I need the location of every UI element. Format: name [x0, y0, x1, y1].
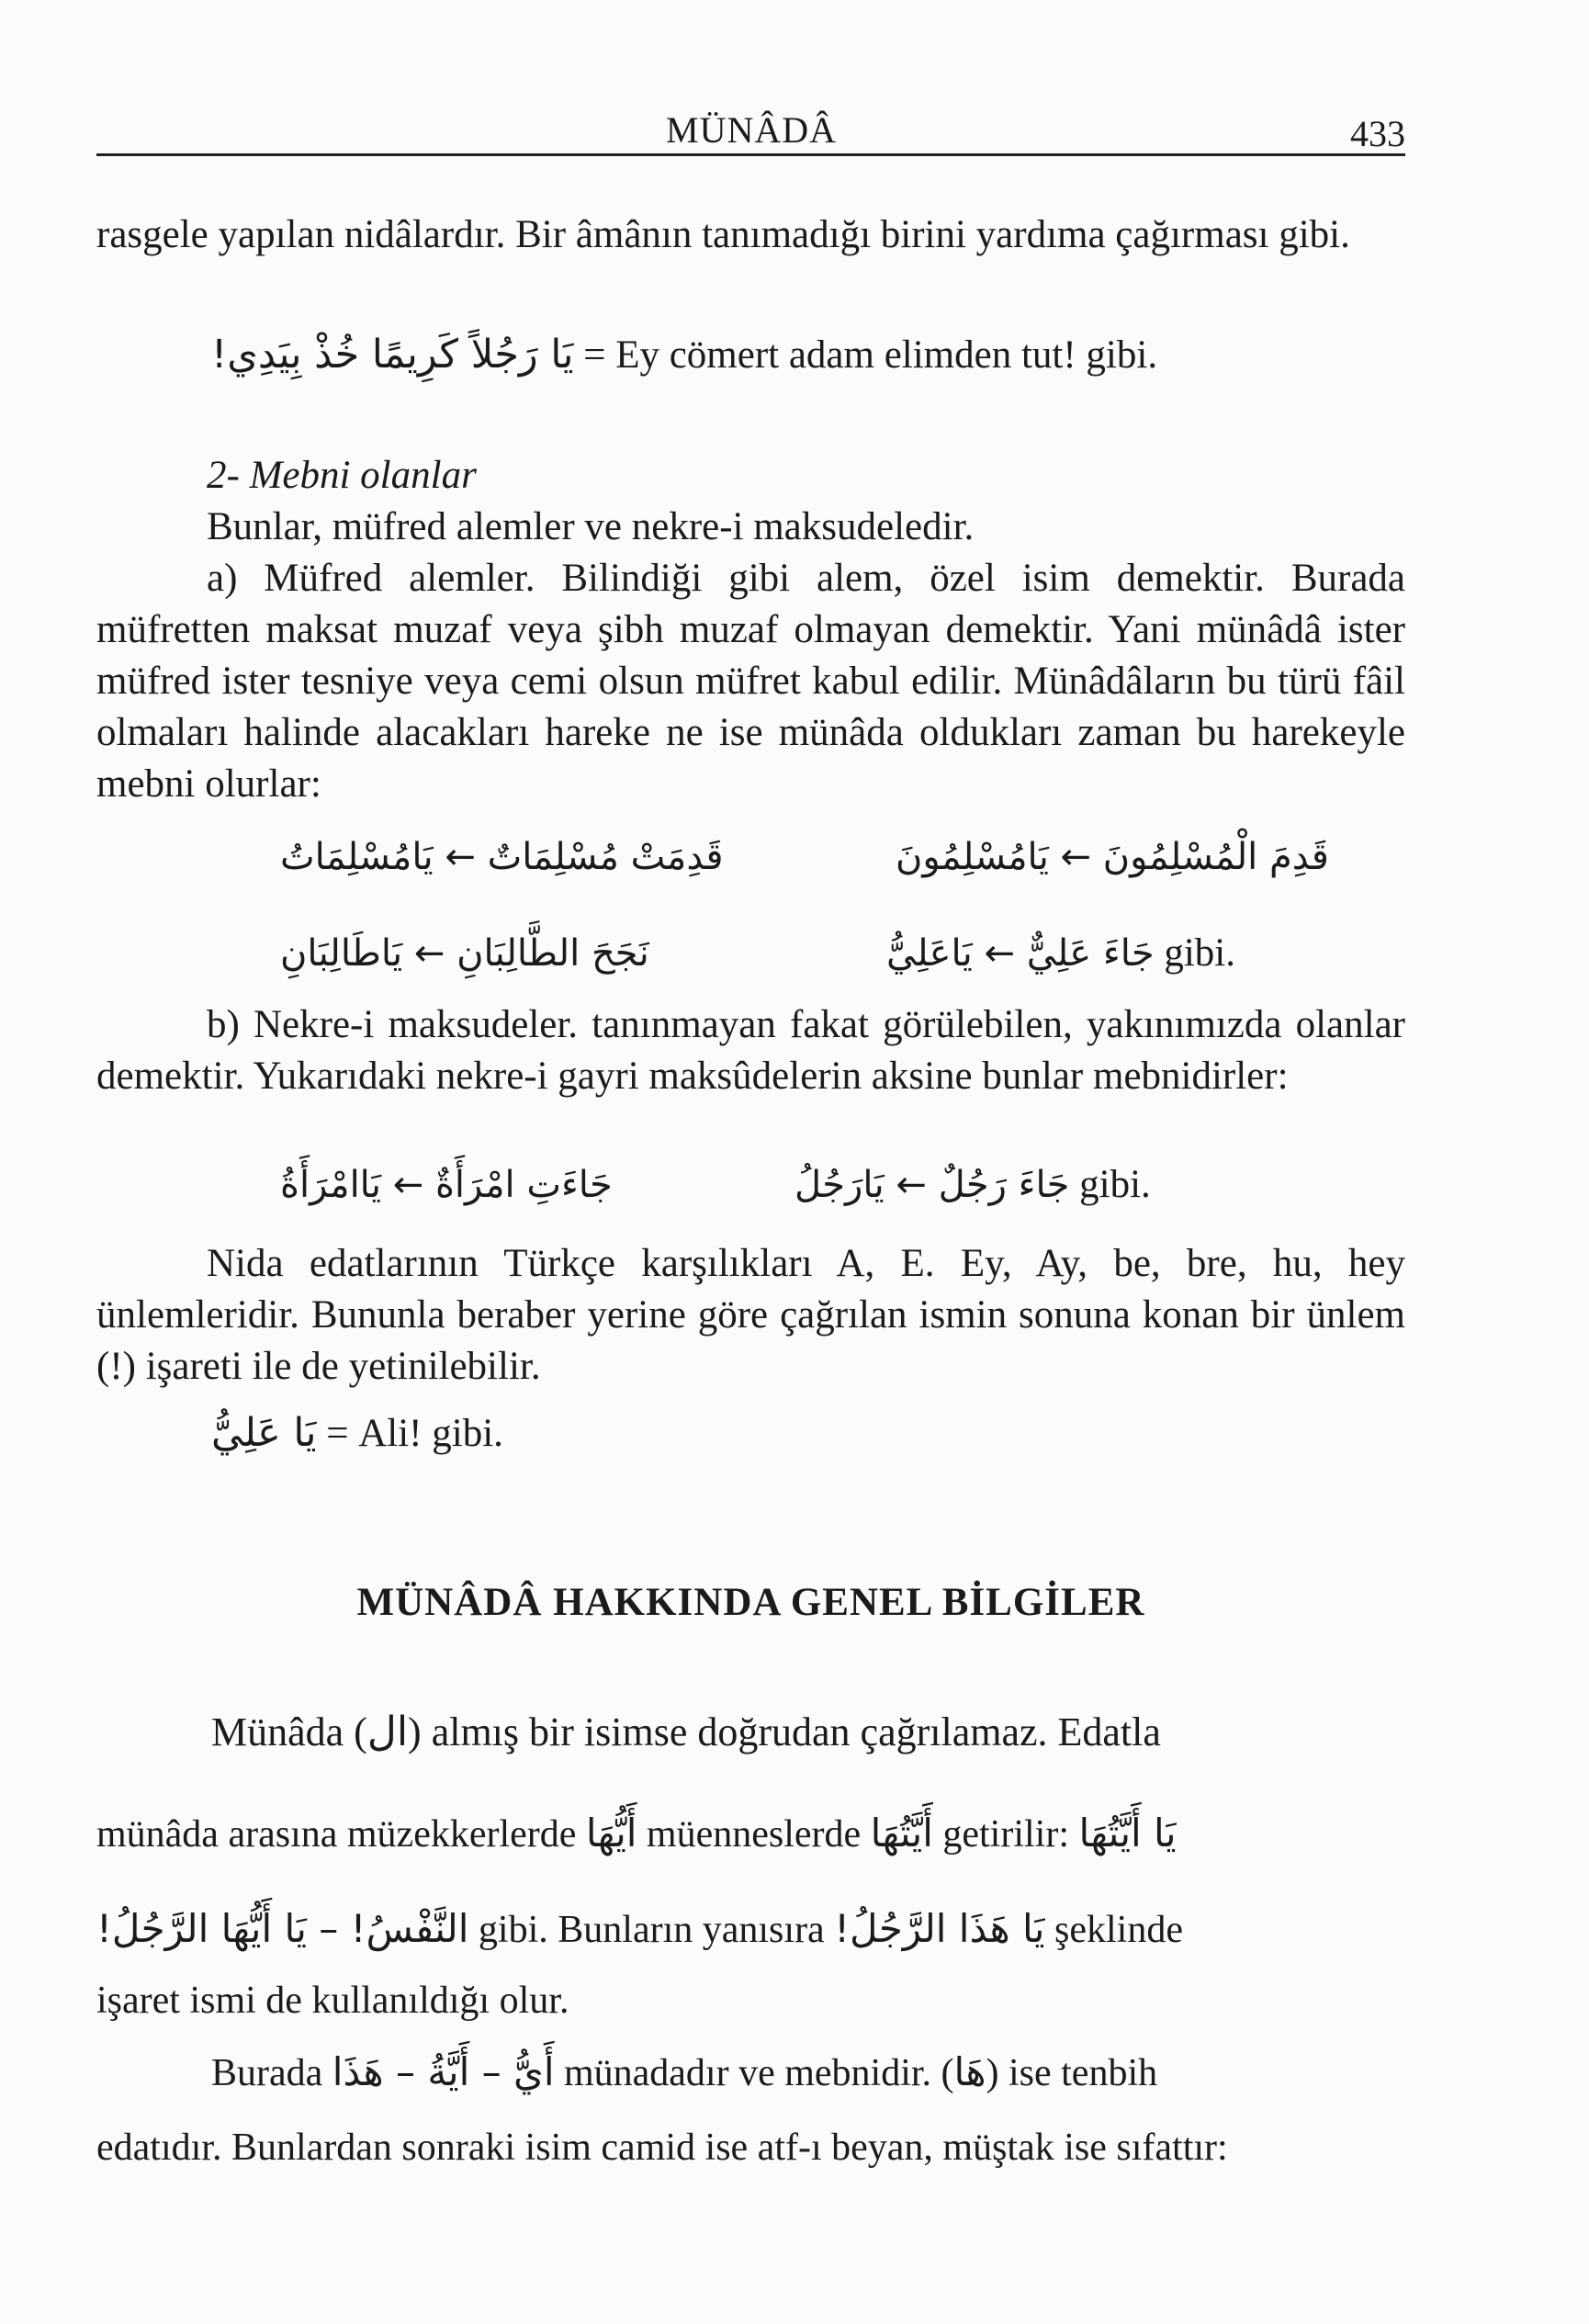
- section-line-5-b: münadadır ve mebnidir. (: [563, 2052, 954, 2094]
- example-1-arabic: يَا رَجُلاً كَرِيمًا خُذْ بِيَدِي!: [211, 332, 574, 378]
- header-rule: [96, 153, 1405, 156]
- section-line-2-ar3: يَا أَيَّتُهَا: [1078, 1811, 1177, 1856]
- section-line-2-ar2: أَيَّتُهَا: [870, 1811, 933, 1856]
- example-3-left: نَجَحَ الطَّالِبَانِ ← يَاطَالِبَانِ: [280, 932, 649, 975]
- section-line-1-b: ) almış bir isimse doğrudan çağrılamaz. Edatla: [408, 1709, 1161, 1754]
- paragraph-2: Bunlar, müfred alemler ve nekre-i maksudeledir.: [207, 505, 975, 548]
- section-line-3-c: şeklinde: [1054, 1909, 1183, 1951]
- example-3-right-arabic: جَاءَ عَلِيٌّ ← يَاعَلِيُّ: [886, 932, 1155, 975]
- section-line-5-c: ) ise tenbih: [986, 2052, 1158, 2094]
- section-line-2: [96, 1808, 1177, 1860]
- section-line-4: işaret ismi de kullanıldığı olur.: [96, 1980, 569, 2022]
- page-number: 433: [1350, 113, 1405, 154]
- section-paragraph-6: edatıdır. Bunlardan sonraki isim camid ise atf-ı beyan, müştak ise sıfattır:: [96, 2127, 1228, 2169]
- example-1-translation: = Ey cömert adam elimden tut! gibi.: [583, 333, 1158, 377]
- example-4-left: جَاءَتِ امْرَأَةٌ ← يَاامْرَأَةُ: [280, 1164, 613, 1206]
- example-1: [211, 329, 1157, 381]
- section-line-1: [211, 1707, 1161, 1758]
- section-line-3: [96, 1903, 1183, 1956]
- example-2-left: قَدِمَتْ مُسْلِمَاتٌ ← يَامُسْلِمَاتُ: [280, 836, 724, 878]
- section-line-3-b: gibi. Bunların yanısıra: [478, 1909, 825, 1951]
- section-line-5-ar: أَيُّ – أَيَّةُ – هَذَا: [332, 2049, 555, 2094]
- section-line-3-ar1: النَّفْسُ! – يَا أَيُّهَا الرَّجُلُ!: [96, 1906, 469, 1951]
- section-line-2-c: getirilir:: [942, 1813, 1070, 1856]
- section-line-1-a: Münâda (: [211, 1709, 367, 1754]
- example-5-translation: = Ali! gibi.: [326, 1412, 503, 1455]
- section-line-5-a: Burada: [211, 2052, 323, 2094]
- section-line-2-a: münâda arasına müzekkerlerde: [96, 1813, 577, 1856]
- section-heading: MÜNÂDÂ HAKKINDA GENEL BİLGİLER: [356, 1581, 1145, 1624]
- example-5: [211, 1407, 503, 1460]
- section-line-2-ar1: أَيُّهَا: [585, 1811, 637, 1856]
- example-4-right-arabic: جَاءَ رَجُلٌ ← يَارَجُلُ: [794, 1164, 1070, 1206]
- example-3-right: [886, 928, 1235, 979]
- subheading-mebni: 2- Mebni olanlar: [207, 454, 477, 497]
- section-line-2-b: müenneslerde: [646, 1813, 862, 1856]
- paragraph-4: b) Nekre-i maksudeler. tanınmayan fakat görülebilen, yakınımızda olanlar demektir. Yukarıdaki nekre-i gayri maksûdelerin aksine bunlar mebnidirler:: [96, 1003, 1405, 1098]
- example-4-right: [794, 1159, 1151, 1211]
- section-line-5-ha: هَا: [953, 2049, 986, 2094]
- paragraph-5: Nida edatlarının Türkçe karşılıkları A, E. Ey, Ay, be, bre, hu, hey ünlemleridir. Bununla beraber yerine göre çağrılan ismin sonuna konan bir ünlem (!) işareti ile de yetinilebilir.: [96, 1242, 1405, 1388]
- paragraph-3: a) Müfred alemler. Bilindiği gibi alem, özel isim demektir. Burada müfretten maksat muzaf veya şibh muzaf olmayan demektir. Yani münâdâ ister müfred ister tesniye veya cemi olsun müfret kabul edilir. Münâdâların bu türü fâil olmaları halinde alacakları hareke ne ise münâda oldukları zaman bu harekeyle mebni olurlar:: [96, 557, 1405, 806]
- page-header: [96, 99, 1405, 156]
- example-5-arabic: يَا عَلِيُّ: [211, 1410, 317, 1456]
- example-4-gibi: gibi.: [1079, 1163, 1151, 1206]
- section-line-5: [211, 2047, 1157, 2099]
- example-3-gibi: gibi.: [1164, 931, 1236, 975]
- running-title: MÜNÂDÂ: [666, 109, 837, 151]
- example-2-right: قَدِمَ الْمُسْلِمُونَ ← يَامُسْلِمُونَ: [896, 836, 1329, 878]
- section-line-1-al: ال: [366, 1709, 409, 1755]
- paragraph-1: rasgele yapılan nidâlardır. Bir âmânın tanımadığı birini yardıma çağırması gibi.: [96, 213, 1350, 256]
- section-line-3-ar2: يَا هَذَا الرَّجُلُ!: [834, 1906, 1045, 1951]
